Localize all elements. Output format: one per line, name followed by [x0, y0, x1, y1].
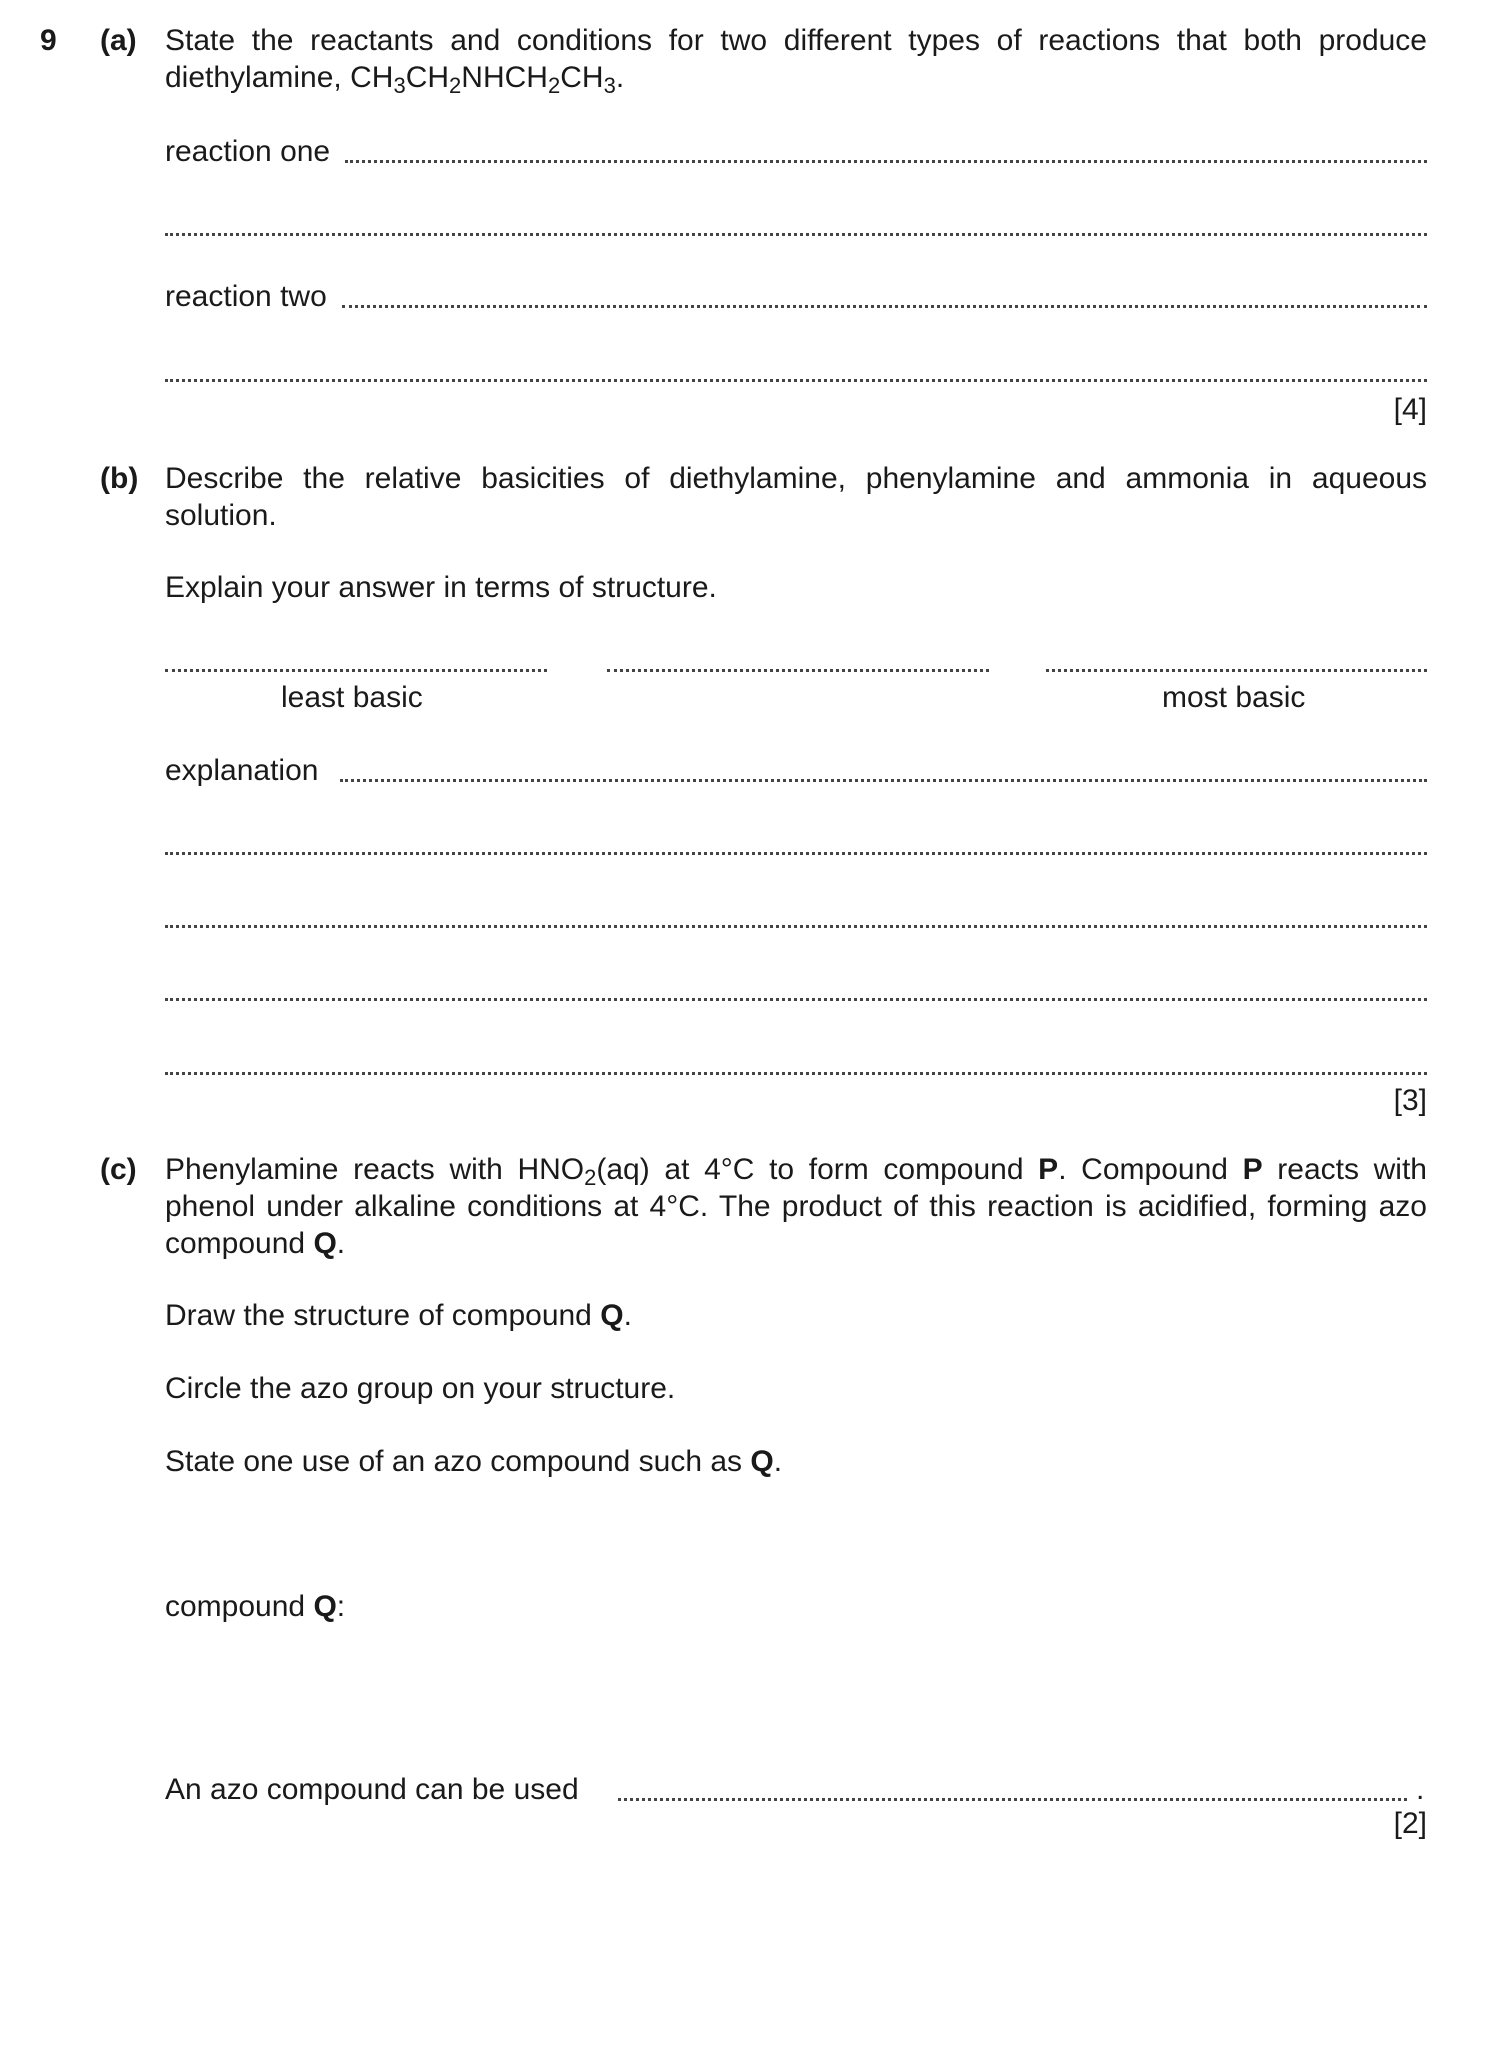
basicity-answer-least[interactable] [165, 669, 547, 672]
reaction-two-answer-line-2[interactable] [165, 379, 1427, 382]
part-a-marks: [4] [1393, 393, 1427, 426]
reaction-two-label: reaction two [165, 280, 327, 313]
circle-instruction: Circle the azo group on your structure. [165, 1372, 676, 1405]
explanation-line-5[interactable] [165, 1072, 1427, 1075]
least-basic-label: least basic [281, 681, 423, 714]
explanation-line-1[interactable] [340, 779, 1427, 782]
reaction-one-answer-line-2[interactable] [165, 233, 1427, 236]
question-number: 9 [40, 24, 57, 57]
part-a-prompt-text: State the reactants and conditions for two different types of reactions that both produce diethylamine, [165, 24, 1427, 94]
explanation-line-4[interactable] [165, 998, 1427, 1001]
azo-use-label: An azo compound can be used [165, 1773, 579, 1806]
basicity-answer-middle[interactable] [607, 669, 989, 672]
explanation-line-2[interactable] [165, 852, 1427, 855]
explanation-line-3[interactable] [165, 925, 1427, 928]
part-b-label: (b) [100, 462, 139, 495]
part-c-prompt: Phenylamine reacts with $HNO_2(aq)$ at 4°C to form compound P. Compound P reacts with phenol under alkaline conditions at 4°C. The product of this reaction is acidified, forming azo compound Q. [165, 1153, 1427, 1260]
basicity-answer-most[interactable] [1046, 669, 1427, 672]
part-c-label: (c) [100, 1153, 137, 1186]
reaction-one-answer-line-1[interactable] [345, 160, 1427, 163]
draw-instruction: Draw the structure of compound Q. [165, 1299, 632, 1332]
state-use-instruction: State one use of an azo compound such as Q. [165, 1445, 783, 1478]
part-a-label: (a) [100, 24, 137, 57]
reaction-one-label: reaction one [165, 135, 331, 168]
compound-q-label: compound Q: [165, 1590, 346, 1623]
part-b-explain-instruction: Explain your answer in terms of structure. [165, 571, 717, 604]
structure-drawing-area[interactable] [165, 1630, 1427, 1780]
answer-line-end-dot: . [1416, 1773, 1425, 1806]
explanation-label: explanation [165, 754, 319, 787]
azo-use-answer-line[interactable] [618, 1798, 1407, 1801]
part-a-prompt [165, 22, 1427, 96]
reaction-two-answer-line-1[interactable] [342, 305, 1427, 308]
part-b-prompt: Describe the relative basicities of diethylamine, phenylamine and ammonia in aqueous solution. [165, 462, 1427, 532]
part-c-marks: [2] [1393, 1807, 1427, 1840]
part-b-marks: [3] [1393, 1084, 1427, 1117]
diethylamine-formula: $CH_3CH_2NHCH_2CH_3$. [350, 61, 625, 98]
most-basic-label: most basic [1162, 681, 1306, 714]
